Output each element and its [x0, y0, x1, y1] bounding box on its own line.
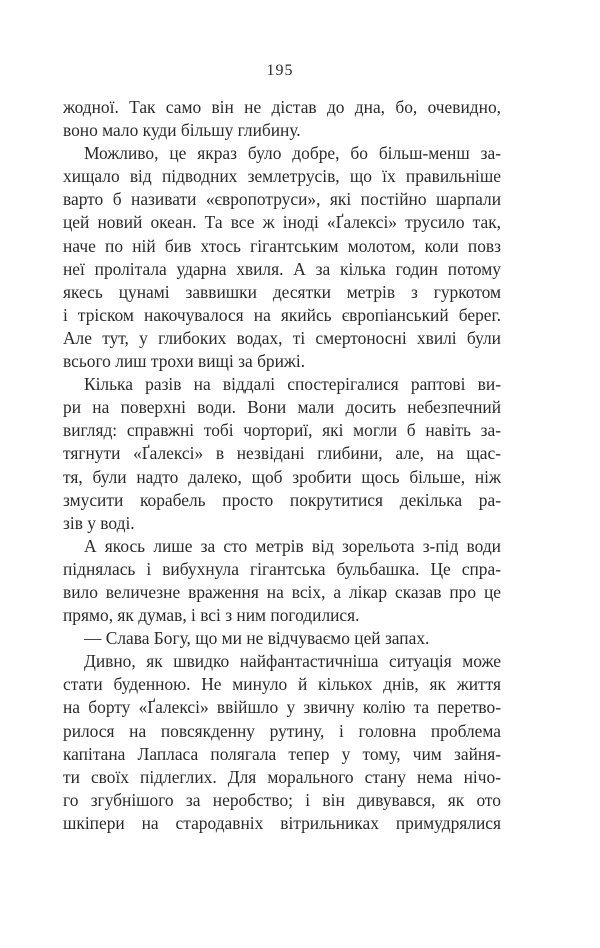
text-line: наче по ній бив хтось гігантським молотом, коли повз	[63, 235, 501, 256]
text-line: Кілька разів на віддалі спостерігалися раптові ви-	[84, 374, 501, 395]
text-line: воно мало куди більшу глибину.	[63, 120, 301, 141]
text-line: ри на поверхні води. Вони мали досить небезпечний	[63, 397, 501, 418]
text-line: Але тут, у глибоких водах, ті смертоносні хвилі були	[63, 327, 501, 348]
text-line: го згубнішого за неробство; і він дивувався, як ото	[63, 789, 501, 810]
text-line: — Слава Богу, що ми не відчуваємо цей запах.	[84, 628, 430, 649]
text-line: варто б називати «європотруси», які постійно шарпали	[63, 189, 501, 210]
text-line: жодної. Так само він не дістав до дна, бо, очевидно,	[63, 97, 501, 117]
text-line: неї пролітала ударна хвиля. А за кілька годин потому	[63, 258, 501, 279]
text-line: стати буденною. Не минуло й кількох днів, як життя	[63, 674, 501, 695]
text-line: всього лиш трохи вищі за брижі.	[63, 351, 306, 372]
text-line: піднялась і вибухнула гігантська бульбашка. Це спра-	[63, 558, 501, 579]
text-line: вило величезне враження на всіх, а лікар сказав про це	[63, 581, 501, 602]
text-line: шкіпери на стародавніх вітрильниках примудрялися	[63, 812, 501, 833]
text-line: прямо, як думав, і всі з ним погодилися.	[63, 605, 360, 626]
page-body-text	[63, 96, 501, 835]
text-line: якесь цунамі заввишки десятки метрів з гуркотом	[63, 281, 501, 302]
text-line: вигляд: справжні тобі чорториї, які могли б навіть за-	[63, 420, 501, 441]
text-line: рилося на повсякденну рутину, і головна проблема	[63, 720, 501, 741]
text-line: цей новий океан. Та все ж іноді «Ґалексі» трусило так,	[63, 212, 501, 233]
text-line: хищало від підводних землетрусів, що їх правильніше	[63, 166, 501, 187]
text-line: зів у воді.	[63, 512, 135, 533]
text-line: Можливо, це якраз було добре, бо більш-менш за-	[84, 143, 501, 164]
text-line: тягнути «Ґалексі» в незвідані глибини, але, на щас-	[63, 443, 501, 464]
text-line: і тріском накочувалося на якийсь європіанський берег.	[63, 304, 501, 325]
text-line: А якось лише за сто метрів від зорельота з-під води	[84, 535, 501, 556]
text-line: змусити корабель просто покрутитися декілька ра-	[63, 489, 501, 510]
text-line: капітана Лапласа полягала тепер у тому, чим зайня-	[63, 743, 501, 764]
text-line: тя, були надто далеко, щоб зробити щось більше, ніж	[63, 466, 501, 487]
text-line: на борту «Ґалексі» ввійшло у звичну колію та перетво-	[63, 697, 501, 718]
text-line: ти своїх підлеглих. Для морального стану нема нічо-	[63, 766, 501, 787]
text-line: Дивно, як швидко найфантастичніша ситуація може	[84, 651, 501, 672]
page-number: 195	[266, 62, 294, 79]
